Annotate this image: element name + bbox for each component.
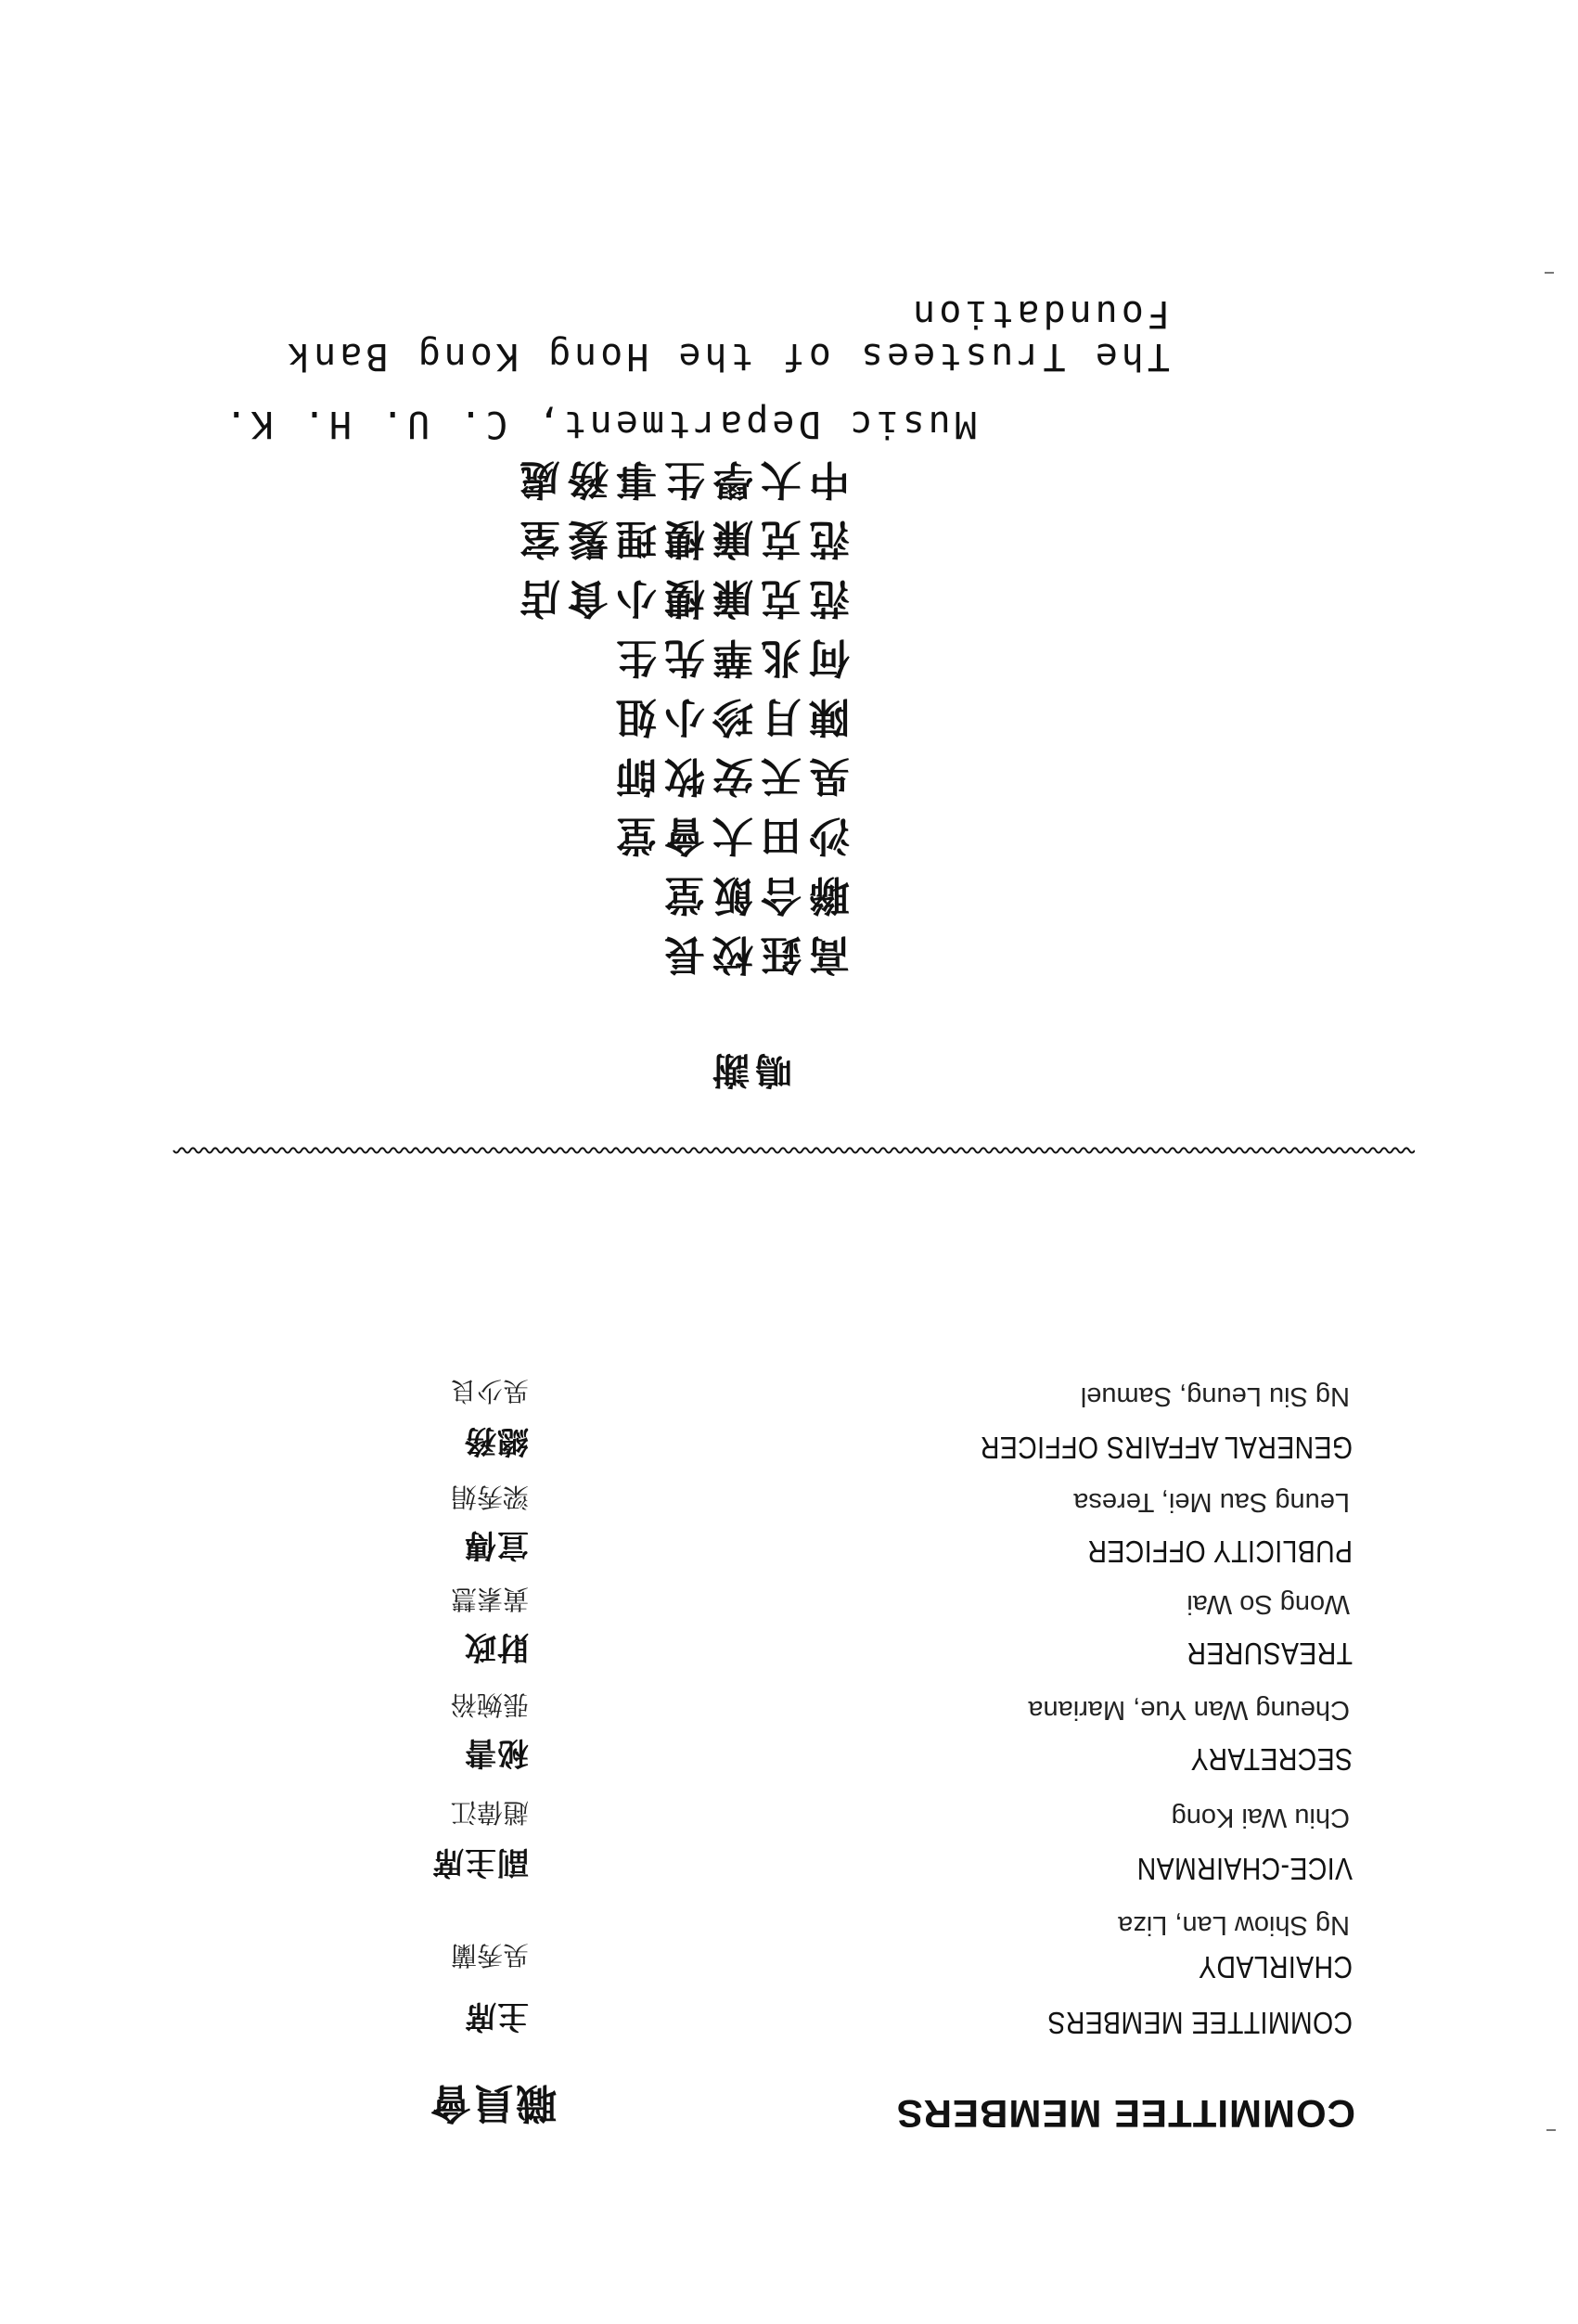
role-vice-chairman-en: VICE-CHAIRMAN (1136, 1852, 1353, 1886)
publicity-name-zh: 梁秀娟 (450, 1482, 529, 1512)
role-treasurer-zh: 財政 (464, 1628, 529, 1665)
role-treasurer-en: TREASURER (1187, 1637, 1353, 1671)
chairlady-name-zh: 吳秀蘭 (450, 1940, 529, 1971)
scan-speck (1546, 2129, 1556, 2131)
committee-title-zh: 職員會 (429, 2079, 557, 2126)
thanks-item: 高鈺校長 (657, 931, 850, 978)
thanks-item: 陳月珍小姐 (609, 693, 850, 740)
role-secretary-zh: 秘書 (464, 1734, 529, 1771)
role-secretary-en: SECRETARY (1190, 1742, 1353, 1777)
scan-speck (1545, 272, 1554, 274)
acknowledgements-title: 鳴謝 (707, 1048, 792, 1092)
role-committee-members-en: COMMITTEE MEMBERS (1047, 2006, 1353, 2040)
publicity-name-en: Leung Sau Mei, Teresa (1073, 1487, 1350, 1517)
committee-section (0, 1164, 1578, 2324)
committee-title-en: COMMITTEE MEMBERS (895, 2092, 1355, 2136)
role-publicity-zh: 宣傳 (464, 1526, 529, 1563)
secretary-name-en: Cheung Wan Yue, Mariana (1028, 1695, 1350, 1725)
thanks-item: 中大學生事務處 (512, 456, 850, 503)
thanks-item: 范克廉樓理髮室 (512, 515, 850, 562)
thanks-item-english: Music Department, C. U. H. K. (221, 403, 977, 445)
chairlady-name-en: Ng Shiow Lan, Liza (1118, 1910, 1350, 1940)
treasurer-name-en: Wong So Wai (1187, 1589, 1350, 1619)
wavy-divider (172, 1144, 1415, 1157)
thanks-item: 范克廉樓小食店 (512, 574, 850, 622)
role-general-affairs-en: GENERAL AFFAIRS OFFICER (980, 1431, 1353, 1465)
thanks-item: 何兆華先生 (609, 634, 850, 681)
general-affairs-name-en: Ng Siu Leung, Samuel (1080, 1381, 1350, 1411)
treasurer-name-zh: 黃素慧 (450, 1584, 529, 1614)
role-chair-zh: 主席 (464, 1997, 529, 2035)
role-publicity-en: PUBLICITY OFFICER (1087, 1534, 1353, 1569)
general-affairs-name-zh: 吳少良 (450, 1376, 529, 1406)
secretary-name-zh: 張婉裕 (450, 1689, 529, 1720)
thanks-item-english: The Trustees of the Hong Kong Bank Foundation (284, 292, 1170, 378)
thanks-item: 沙田大會堂 (609, 812, 850, 859)
role-general-affairs-zh: 總務 (464, 1422, 529, 1459)
thanks-item: 聯合飯堂 (657, 871, 850, 918)
vice-chairman-name-zh: 趙偉江 (450, 1797, 529, 1828)
vice-chairman-name-en: Chiu Wai Kong (1171, 1803, 1350, 1832)
acknowledgements-section (0, 0, 1578, 1127)
role-vice-chairman-zh: 副主席 (431, 1843, 529, 1881)
role-chairlady-en: CHAIRLADY (1198, 1950, 1353, 1984)
thanks-item: 吳天安牧師 (609, 752, 850, 800)
